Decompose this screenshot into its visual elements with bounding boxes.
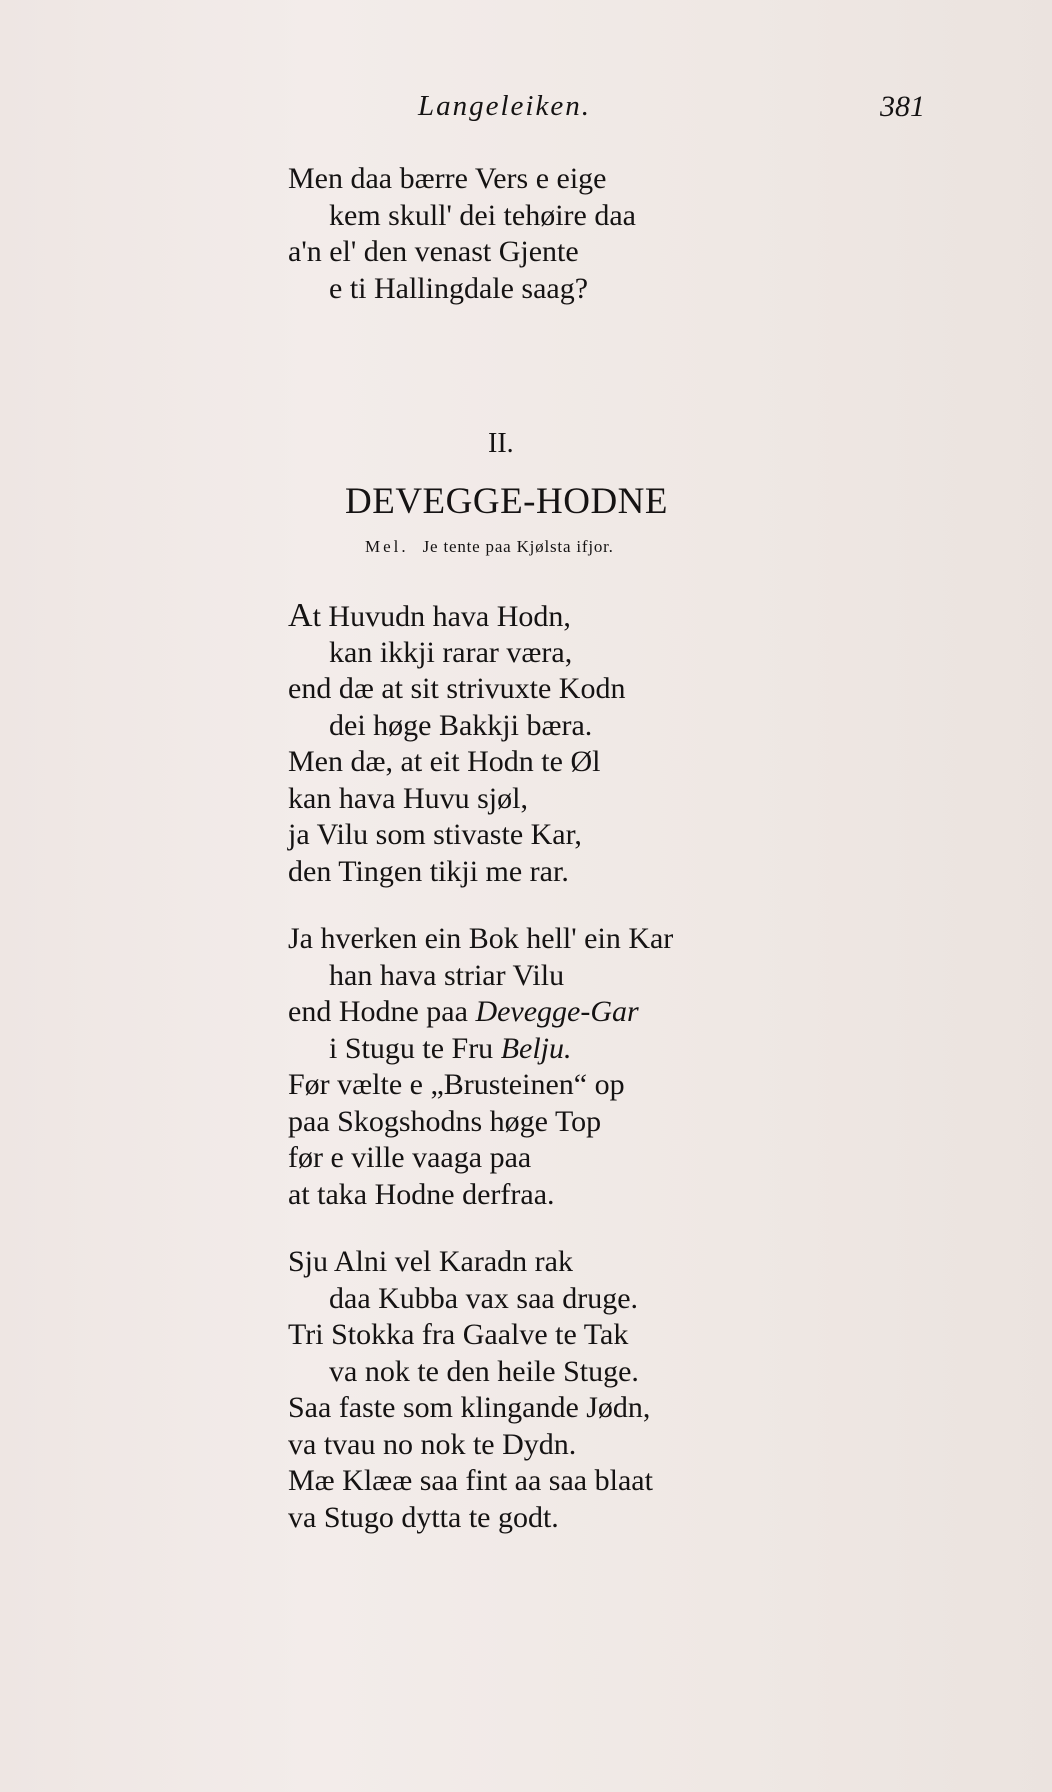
- verse-line: den Tingen tikji me rar.: [288, 854, 569, 888]
- stanza-4: [288, 1244, 653, 1536]
- verse-line: Før vælte e „Brusteinen“ op: [288, 1068, 625, 1101]
- verse-line: Saa faste som klingande Jødn,: [288, 1391, 651, 1424]
- italic-place-name: Devegge-Gar: [475, 995, 639, 1028]
- page-number: 381: [880, 90, 925, 123]
- verse-line: Ja hverken ein Bok hell' ein Kar: [288, 922, 674, 955]
- verse-line: Tri Stokka fra Gaalve te Tak: [288, 1318, 629, 1351]
- running-title: Langeleiken.: [418, 90, 591, 122]
- verse-line: at taka Hodne derfraa.: [288, 1177, 555, 1211]
- melody-text: Je tente paa Kjølsta ifjor.: [422, 537, 614, 556]
- verse-line: ja Vilu som stivaste Kar,: [288, 818, 582, 851]
- verse-line: dei høge Bakkji bæra.: [329, 708, 593, 742]
- verse-line: paa Skogshodns høge Top: [288, 1104, 602, 1138]
- verse-line: Men dæ, at eit Hodn te Øl: [288, 745, 601, 778]
- verse-line: daa Kubba vax saa druge.: [329, 1281, 639, 1315]
- verse-line: kem skull' dei tehøire daa: [329, 198, 636, 232]
- verse-line: før e ville vaaga paa: [288, 1141, 532, 1174]
- verse-line: Mæ Klææ saa fint aa saa blaat: [288, 1464, 653, 1497]
- verse-line: end Hodne paa Devegge-Gar: [288, 995, 639, 1028]
- stanza-1: [288, 161, 636, 307]
- verse-line: i Stugu te Fru Belju.: [329, 1031, 572, 1065]
- verse-line: e ti Hallingdale saag?: [329, 271, 589, 305]
- poem-title: DEVEGGE-HODNE: [345, 481, 668, 522]
- verse-line: han hava striar Vilu: [329, 958, 565, 992]
- verse-line: kan hava Huvu sjøl,: [288, 781, 528, 815]
- verse-line: a'n el' den venast Gjente: [288, 235, 579, 268]
- stanza-3: [288, 921, 673, 1213]
- verse-line: kan ikkji rarar væra,: [329, 635, 573, 669]
- melody-note: [365, 537, 614, 557]
- verse-line: Men daa bærre Vers e eige: [288, 162, 607, 195]
- verse-line: At Huvudn hava Hodn,: [288, 597, 571, 634]
- section-numeral: II.: [488, 428, 514, 459]
- melody-label: Mel.: [365, 537, 409, 556]
- drop-cap: A: [288, 597, 313, 634]
- verse-line: Sju Alni vel Karadn rak: [288, 1245, 573, 1278]
- verse-line: va tvau no nok te Dydn.: [288, 1427, 577, 1461]
- verse-line: end dæ at sit strivuxte Kodn: [288, 672, 626, 705]
- verse-line: va nok te den heile Stuge.: [329, 1354, 639, 1388]
- verse-line: va Stugo dytta te godt.: [288, 1500, 559, 1534]
- stanza-2: [288, 598, 625, 890]
- italic-person-name: Belju.: [500, 1031, 572, 1065]
